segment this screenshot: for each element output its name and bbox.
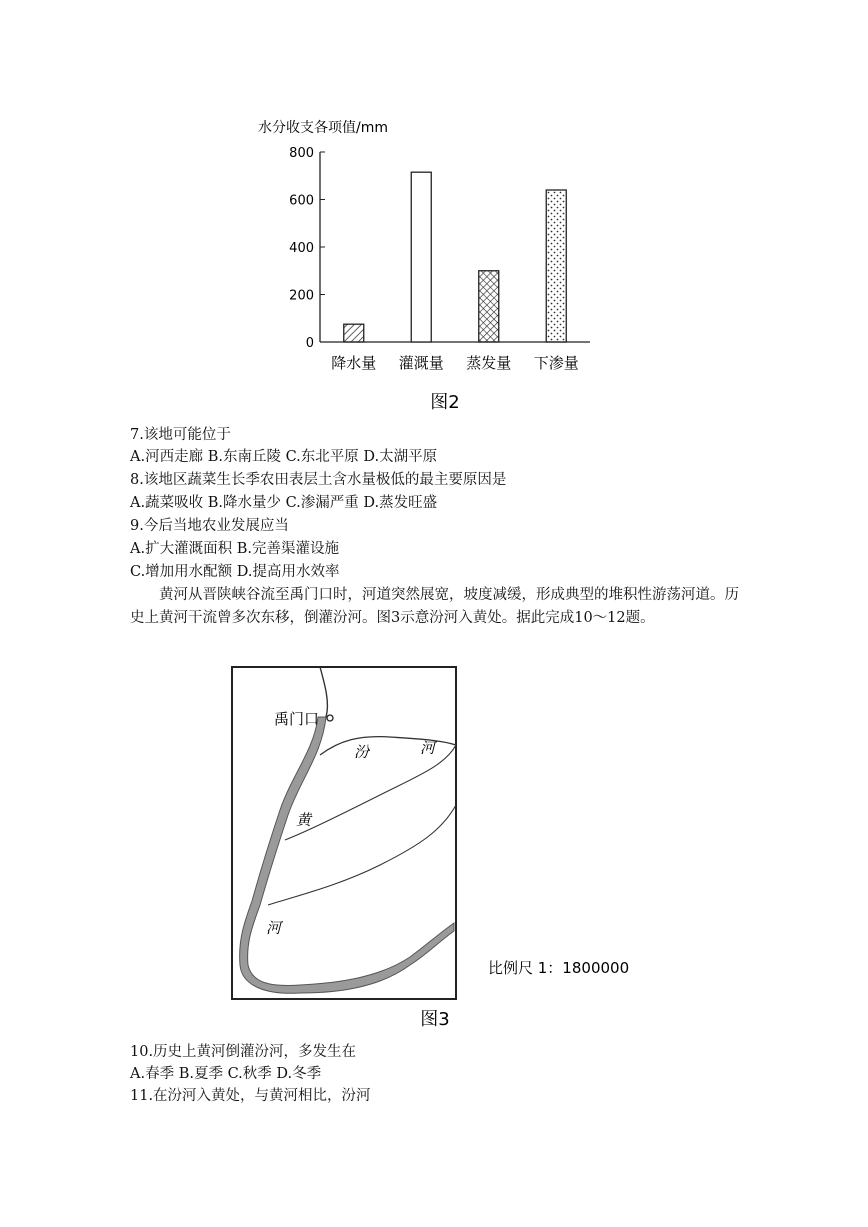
chart-bars: [344, 172, 567, 342]
figure-2-bar-chart: [250, 110, 620, 420]
map-scale: 比例尺 1：1800000: [488, 959, 630, 977]
label-fen-he: 河: [420, 739, 436, 757]
label-fen: 汾: [354, 743, 370, 761]
x-category-label-1: 灌溉量: [398, 354, 444, 372]
x-category-label-3: 下渗量: [533, 354, 579, 372]
question-8: 8.该地区蔬菜生长季农田表层土含水量极低的最主要原因是: [130, 472, 507, 488]
y-axis-label: 水分收支各项值/mm: [258, 120, 388, 136]
figure-2-caption: 图2: [430, 392, 460, 413]
bar-3: [546, 190, 566, 342]
question-9-options-cd: C.增加用水配额 D.提高用水效率: [130, 564, 340, 580]
question-7: 7.该地可能位于: [130, 427, 231, 443]
bar-2: [479, 271, 499, 342]
x-category-label-0: 降水量: [331, 354, 377, 372]
reading-passage: 黄河从晋陕峡谷流至禹门口时，河道突然展宽，坡度减缓，形成典型的堆积性游荡河道。历史上黄河干流曾多次东移，倒灌汾河。图3示意汾河入黄处。据此完成10～12题。: [130, 587, 739, 626]
question-10: 10.历史上黄河倒灌汾河，多发生在: [130, 1044, 357, 1060]
map-svg: [230, 665, 660, 1035]
label-yumenkou: 禹门口: [274, 710, 320, 728]
question-8-options: A.蔬菜吸收 B.降水量少 C.渗漏严重 D.蒸发旺盛: [130, 495, 438, 511]
chart-categories: [331, 354, 579, 372]
bar-chart-svg: [250, 110, 620, 420]
yumenkou-point-icon: [327, 715, 333, 721]
y-tick-label-800: 800: [289, 146, 314, 161]
question-11: 11.在汾河入黄处，与黄河相比，汾河: [130, 1088, 371, 1104]
bar-0: [344, 324, 364, 342]
question-9: 9.今后当地农业发展应当: [130, 518, 289, 534]
figure-3-map: [230, 665, 660, 1035]
question-9-options-ab: A.扩大灌溉面积 B.完善渠灌设施: [130, 541, 339, 557]
label-huang: 黄: [296, 811, 312, 829]
y-tick-label-600: 600: [289, 193, 314, 209]
label-huang-he: 河: [266, 919, 282, 937]
figure-3-caption: 图3: [420, 1009, 450, 1030]
x-category-label-2: 蒸发量: [466, 354, 512, 372]
bar-1: [411, 172, 431, 342]
y-tick-label-200: 200: [289, 288, 314, 304]
y-tick-label-0: 0: [305, 336, 314, 351]
y-tick-label-400: 400: [289, 241, 314, 256]
question-10-options: A.春季 B.夏季 C.秋季 D.冬季: [130, 1066, 322, 1082]
question-7-options: A.河西走廊 B.东南丘陵 C.东北平原 D.太湖平原: [130, 449, 438, 465]
